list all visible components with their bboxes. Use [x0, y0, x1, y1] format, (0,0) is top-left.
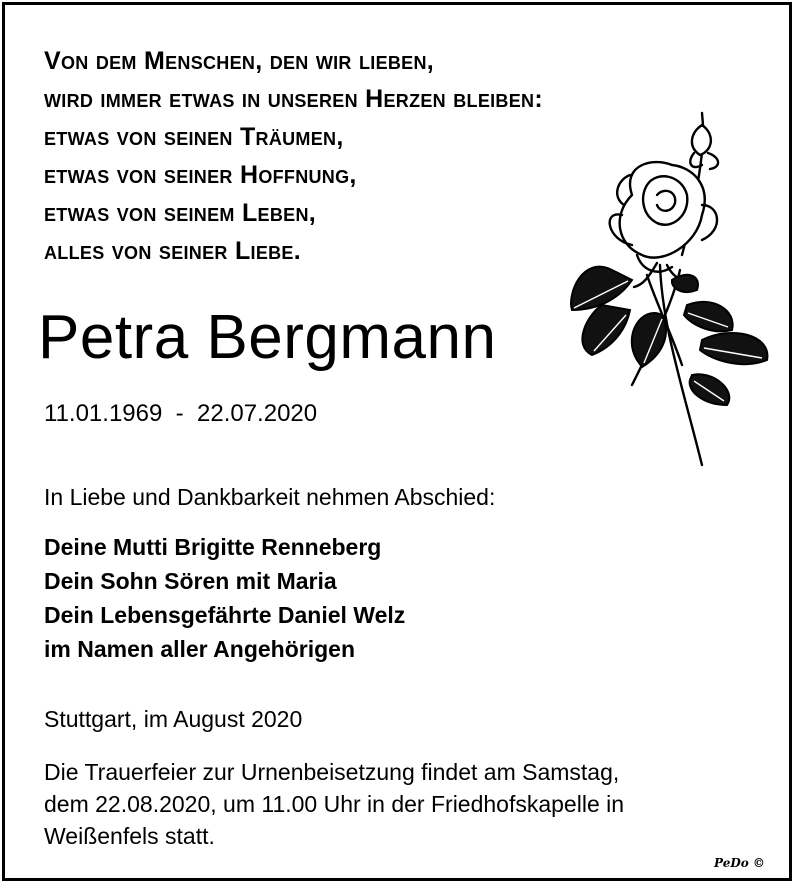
mourner: Dein Sohn Sören mit Maria	[44, 568, 337, 594]
life-dates: 11.01.1969 - 22.07.2020	[44, 400, 318, 427]
rose-icon	[562, 105, 777, 470]
poem-line: etwas von seiner Hoffnung,	[44, 161, 357, 189]
mourners-list	[44, 530, 405, 666]
signature: PeDo ©	[714, 856, 765, 870]
poem	[44, 42, 543, 270]
farewell-intro: In Liebe und Dankbarkeit nehmen Abschied:	[44, 484, 496, 510]
service-line: Weißenfels statt.	[44, 823, 215, 849]
poem-line: Von dem Menschen, den wir lieben,	[44, 47, 435, 75]
service-info	[44, 756, 744, 852]
mourner: Deine Mutti Brigitte Renneberg	[44, 534, 382, 560]
poem-line: etwas von seinem Leben,	[44, 199, 316, 227]
deceased-name: Petra Bergmann	[38, 303, 497, 372]
service-line: Die Trauerfeier zur Urnenbeisetzung findet am Samstag,	[44, 759, 620, 785]
place-date: Stuttgart, im August 2020	[44, 706, 303, 732]
mourner: Dein Lebensgefährte Daniel Welz	[44, 602, 406, 628]
service-line: dem 22.08.2020, um 11.00 Uhr in der Friedhofskapelle in	[44, 791, 625, 817]
poem-line: wird immer etwas in unseren Herzen bleiben:	[44, 85, 543, 113]
mourner: im Namen aller Angehörigen	[44, 636, 355, 662]
poem-line: alles von seiner Liebe.	[44, 237, 301, 265]
poem-line: etwas von seinen Träumen,	[44, 123, 344, 151]
